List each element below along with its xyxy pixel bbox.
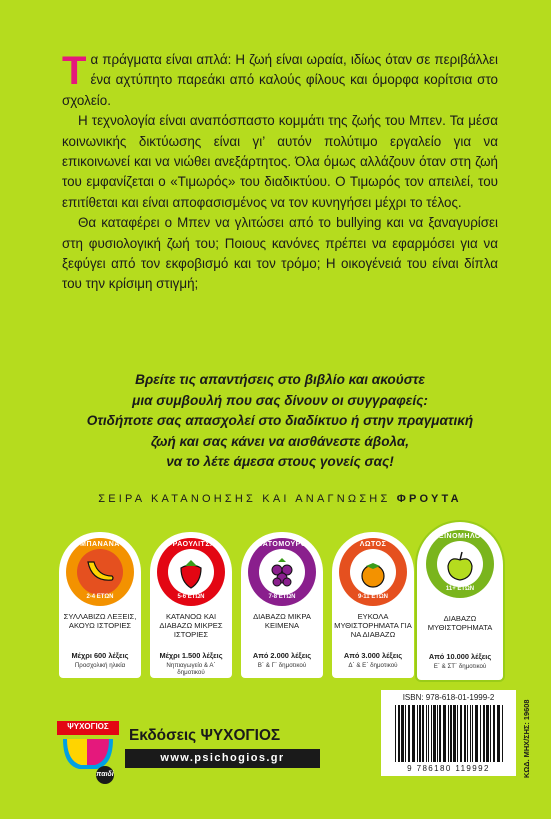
barcode-bar (437, 705, 438, 762)
barcode-bar (405, 705, 406, 762)
barcode-bar (408, 705, 410, 762)
publisher-url: www.psichogios.gr (125, 749, 320, 768)
blurb-paragraph-3: Θα καταφέρει ο Μπεν να γλιτώσει από το bullying και να ξαναγυρίσει στη φυσιολογική ζωή του; Ποιους κανόνες πρέπει να εφαρμόσει για να ξεφύγει από τον εκφοβισμό και τον τρόμο; Η οικογένειά του είναι δίπλα του την κρίσιμη στιγμή; (62, 215, 498, 292)
badge-circle: ΛΩΤΟΣ 9-11 ΕΤΩΝ (339, 538, 407, 606)
barcode-bar (486, 705, 489, 762)
barcode-bar (422, 705, 424, 762)
barcode-bar (450, 705, 452, 762)
isbn: ISBN: 978-618-01-1999-2 (402, 693, 495, 702)
barcode-bar (433, 705, 436, 762)
blurb-paragraph-1: Τα πράγματα είναι απλά: Η ζωή είναι ωραία, ιδίως όταν σε περιβάλλει ένα αχτύπητο παρεάκι από καλούς φίλους και όμορφα κορίτσια στο σχολείο. (62, 49, 498, 108)
blurb (62, 50, 498, 295)
product-code: ΚΩΔ. ΜΗΧ/ΣΗΣ: 19608 (522, 699, 531, 778)
barcode (381, 690, 516, 776)
barcode-bar (502, 705, 503, 762)
barcode-digits: 9 786180 119992 (407, 764, 490, 773)
drop-cap: Τ (62, 49, 87, 93)
barcode-bar (483, 705, 485, 762)
barcode-bar (398, 705, 400, 762)
barcode-bar (443, 705, 446, 762)
badge-banana: ΜΠΑΝΑΝΑ 2-4 ΕΤΩΝ ΣΥΛΛΑΒΙΖΩ ΛΕΞΕΙΣ, ΑΚΟΥΩ ΙΣΤΟΡΙΕΣ Μέχρι 600 λέξεις Προσχολική ηλικία (59, 532, 141, 678)
badge-persimmon: ΛΩΤΟΣ 9-11 ΕΤΩΝ ΕΥΚΟΛΑ ΜΥΘΙΣΤΟΡΗΜΑΤΑ ΓΙΑ ΝΑ ΔΙΑΒΑΖΩ Από 3.000 λέξεις Δ΄ & Ε΄ δημοτικού (332, 532, 414, 678)
barcode-bar (467, 705, 468, 762)
badge-circle: ΞΙΝΟΜΗΛΟ 11+ ΕΤΩΝ (426, 530, 494, 598)
badge-circle: ΜΠΑΝΑΝΑ 2-4 ΕΤΩΝ (66, 538, 134, 606)
badge-green-apple: ΞΙΝΟΜΗΛΟ 11+ ΕΤΩΝ ΔΙΑΒΑΖΩ ΜΥΘΙΣΤΟΡΗΜΑΤΑ Από 10.000 λέξεις Ε΄ & ΣΤ΄ δημοτικού (417, 522, 503, 680)
barcode-bar (439, 705, 441, 762)
publisher-logo: ΨΥΧΟΓΙΟΣ παιδί (57, 721, 119, 785)
blurb-paragraph-2: Η τεχνολογία είναι αναπόσπαστο κομμάτι της ζωής του Μπεν. Τα μέσα κοινωνικής δικτύωσης είναι γι’ αυτόν πολύτιμο εργαλείο για να επικοινωνεί και να νιώθει ανεξάρτητος. Όλα όμως αλλάζουν όταν στη ζωή του εμφανίζεται ο «Τιμωρός» του διαδικτύου. Ο Τιμωρός τον απειλεί, του επιτίθεται και είναι αποφασισμένος να τον κυνηγήσει μέχρι το τέλος. (62, 113, 498, 210)
reading-level-badges (55, 532, 505, 682)
barcode-bar (470, 705, 471, 762)
barcode-bar (426, 705, 427, 762)
barcode-bar (428, 705, 429, 762)
barcode-bar (464, 705, 466, 762)
barcode-bar (395, 705, 396, 762)
badge-circle: ΒΑΤΟΜΟΥΡΟ 7-8 ΕΤΩΝ (248, 538, 316, 606)
barcode-bar (431, 705, 432, 762)
barcode-bar (448, 705, 449, 762)
barcode-bar (493, 705, 495, 762)
series-title: ΣΕΙΡΑ ΚΑΤΑΝΟΗΣΗΣ ΚΑΙ ΑΝΑΓΝΩΣΗΣ ΦΡΟΥΤΑ (98, 493, 462, 505)
barcode-bar (480, 705, 481, 762)
barcode-bar (412, 705, 415, 762)
barcode-bar (453, 705, 456, 762)
barcode-bar (497, 705, 500, 762)
barcode-bar (457, 705, 458, 762)
barcode-bar (472, 705, 473, 762)
barcode-bar (475, 705, 478, 762)
publisher-name: Εκδόσεις ΨΥΧΟΓΙΟΣ (129, 727, 281, 744)
badge-strawberry: ΦΡΑΟΥΛΙΤΣΑ 5-6 ΕΤΩΝ ΚΑΤΑΝΟΩ ΚΑΙ ΔΙΑΒΑΖΩ ΜΙΚΡΕΣ ΙΣΤΟΡΙΕΣ Μέχρι 1.500 λέξεις Νηπιαγωγείο & Α΄ δημοτικού (150, 532, 232, 678)
barcode-bar (419, 705, 421, 762)
barcode-bar (490, 705, 491, 762)
barcode-bar (417, 705, 418, 762)
badge-blackberry: ΒΑΤΟΜΟΥΡΟ 7-8 ΕΤΩΝ ΔΙΑΒΑΖΩ ΜΙΚΡΑ ΚΕΙΜΕΝΑ Από 2.000 λέξεις Β΄ & Γ΄ δημοτικού (241, 532, 323, 678)
barcode-bar (460, 705, 462, 762)
barcode-bar (401, 705, 404, 762)
badge-circle: ΦΡΑΟΥΛΙΤΣΑ 5-6 ΕΤΩΝ (157, 538, 225, 606)
authors-advice-quote: Βρείτε τις απαντήσεις στο βιβλίο και ακούστε μια συμβουλή που σας δίνουν οι συγγραφείς: Οτιδήποτε σας απασχολεί στο διαδίκτυο ή στην πραγματική ζωή και σας κάνει να αισθάνεστε άβολα, να το λέτε άμεσα στους γονείς σας! (86, 372, 474, 470)
